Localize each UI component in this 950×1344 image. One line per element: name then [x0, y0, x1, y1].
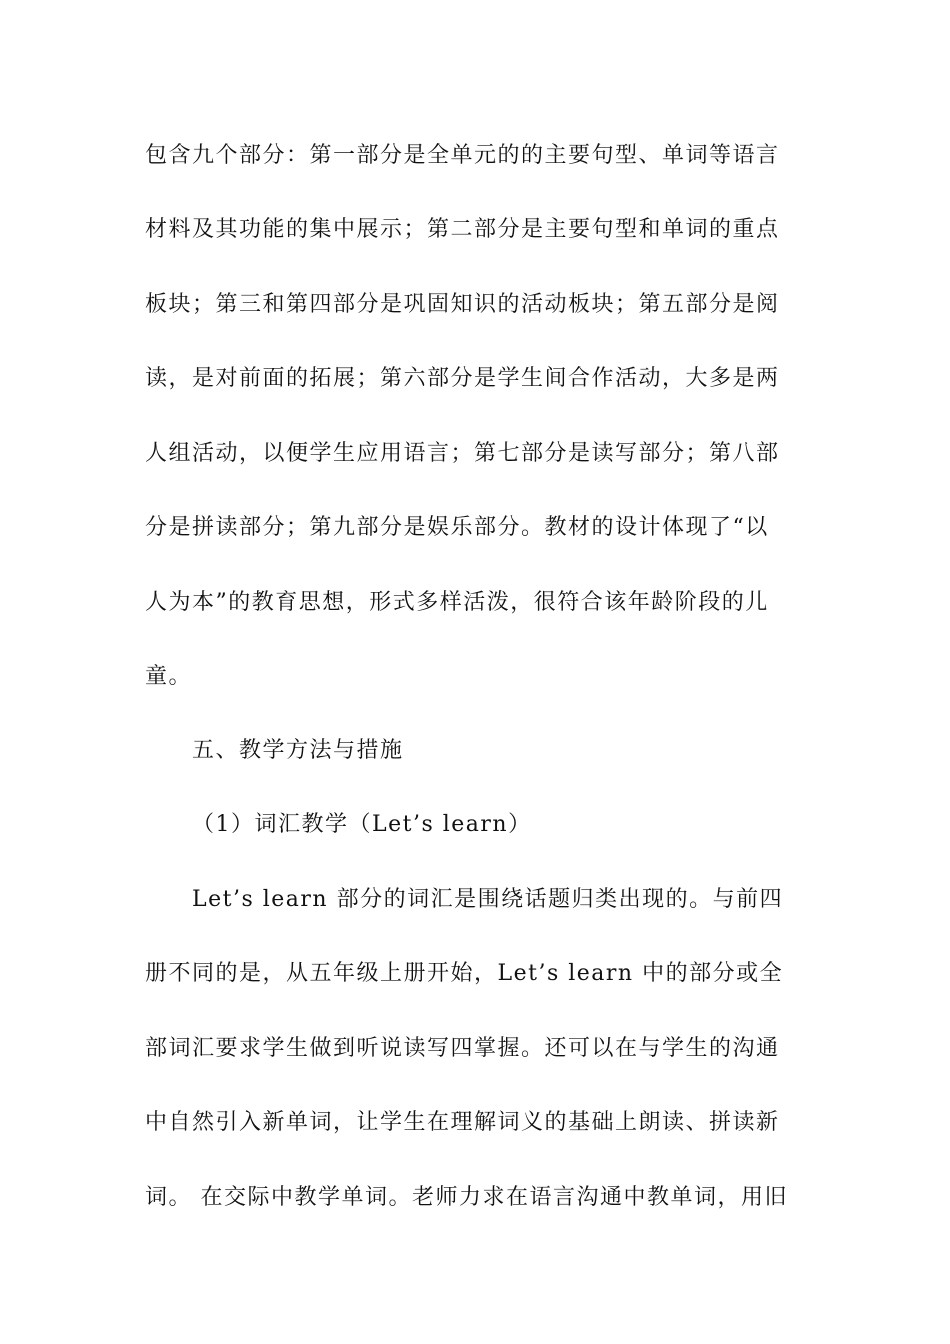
text-line: 材料及其功能的集中展示；第二部分是主要句型和单词的重点 [145, 217, 780, 242]
text-line: 读，是对前面的拓展；第六部分是学生间合作活动，大多是两 [145, 366, 780, 391]
text-line: 包含九个部分：第一部分是全单元的的主要句型、单词等语言 [145, 143, 780, 168]
section-heading: 五、教学方法与措施 [192, 738, 404, 763]
text-line: 人组活动，以便学生应用语言；第七部分是读写部分；第八部 [145, 441, 780, 466]
text-line: Let’s learn 部分的词汇是围绕话题归类出现的。与前四 [192, 887, 784, 912]
text-line: 分是拼读部分；第九部分是娱乐部分。教材的设计体现了“以 [145, 515, 769, 540]
text-line: 册不同的是，从五年级上册开始，Let’s learn 中的部分或全 [145, 961, 784, 986]
text-line: 部词汇要求学生做到听说读写四掌握。还可以在与学生的沟通 [145, 1036, 780, 1061]
text-line: 中自然引入新单词，让学生在理解词义的基础上朗读、拼读新 [145, 1110, 780, 1135]
text-line: 人为本”的教育思想，形式多样活泼，很符合该年龄阶段的儿 [145, 590, 769, 615]
text-line: 词。 在交际中教学单词。老师力求在语言沟通中教单词，用旧 [145, 1185, 788, 1210]
text-line: 板块；第三和第四部分是巩固知识的活动板块；第五部分是阅 [145, 292, 780, 317]
subsection-heading: （1）词汇教学（Let’s learn） [192, 812, 532, 837]
text-line: 童。 [145, 664, 193, 689]
